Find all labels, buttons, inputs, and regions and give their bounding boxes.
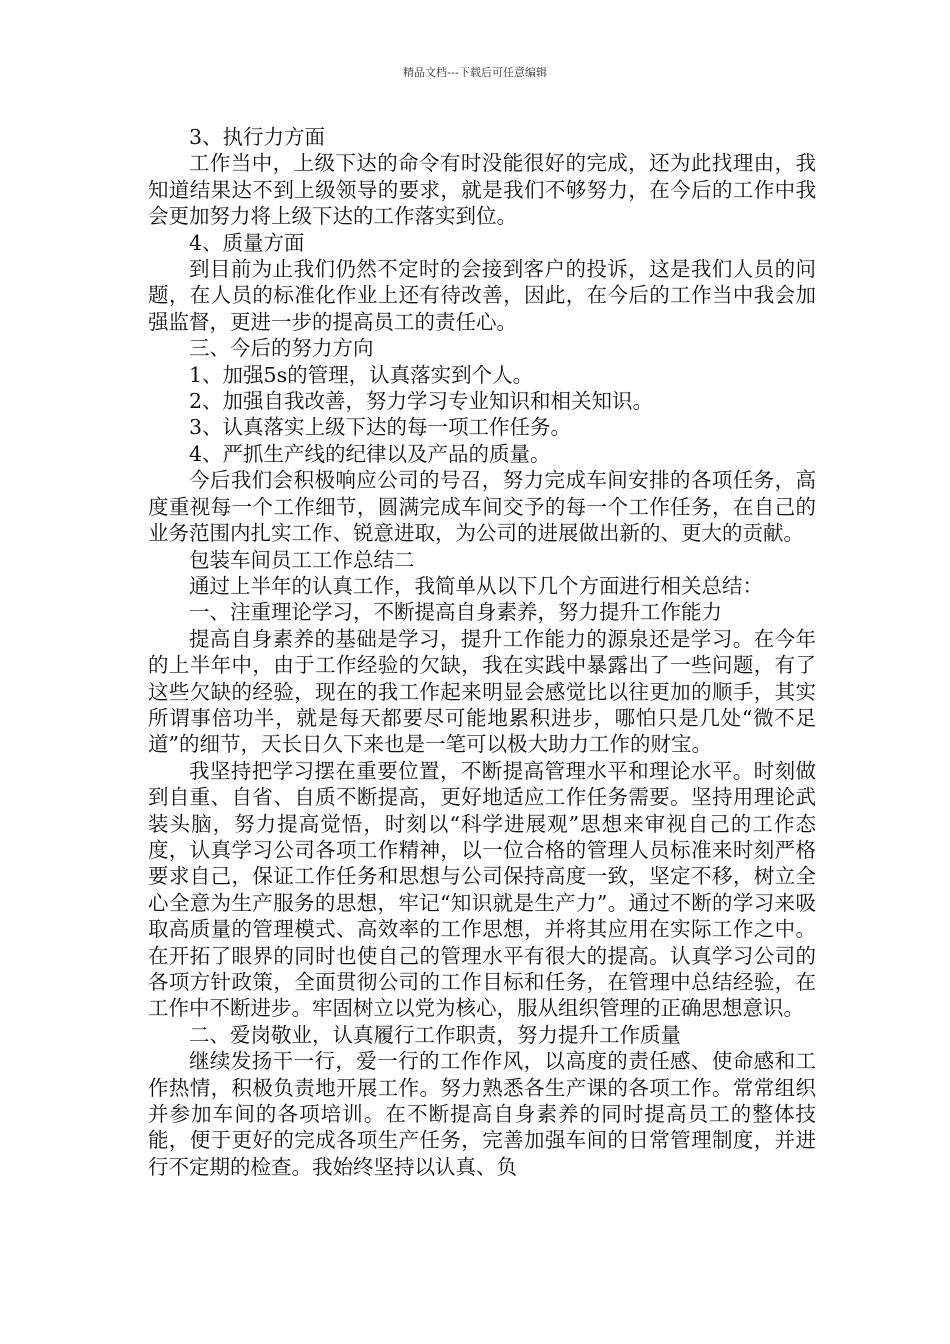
paragraph: 提高自身素养的基础是学习，提升工作能力的源泉还是学习。在今年的上半年中，由于工作经验的欠缺，我在实践中暴露出了一些问题，有了这些欠缺的经验，现在的我工作起来明显会感觉比以往更加的顺手，其实所谓事倍功半，就是每天都要尽可能地累积进步，哪怕只是几处“微不足道”的细节，天长日久下来也是一笔可以极大助力工作的财宝。: [148, 626, 816, 757]
heading-theory-study: 一、注重理论学习，不断提高自身素养，努力提升工作能力: [189, 600, 722, 625]
list-item: 4、严抓生产线的纪律以及产品的质量。: [189, 441, 551, 466]
list-item: 1、加强5s的管理，认真落实到个人。: [189, 362, 534, 387]
heading-execution: 3、执行力方面: [189, 125, 326, 149]
document-body: [148, 124, 816, 1180]
page-header: 精品文档---下载后可任意编辑: [403, 66, 547, 79]
heading-future-direction: 三、今后的努力方向: [189, 336, 374, 361]
paragraph: 通过上半年的认真工作，我简单从以下几个方面进行相关总结：: [189, 573, 763, 598]
heading-quality: 4、质量方面: [189, 230, 305, 255]
paragraph: 我坚持把学习摆在重要位置，不断提高管理水平和理论水平。时刻做到自重、自省、自质不断提高，更好地适应工作任务需要。坚持用理论武装头脑，努力提高觉悟，时刻以“科学进展观”思想来审视自己的工作态度，认真学习公司各项工作精神，以一位合格的管理人员标准来时刻严格要求自己，保证工作任务和思想与公司保持高度一致，坚定不移，树立全心全意为生产服务的思想，牢记“知识就是生产力”。通过不断的学习来吸取高质量的管理模式、高效率的工作思想，并将其应用在实际工作之中。在开拓了眼界的同时也使自己的管理水平有很大的提高。认真学习公司的各项方针政策，全面贯彻公司的工作目标和任务，在管理中总结经验，在工作中不断进步。牢固树立以党为核心，服从组织管理的正确思想意识。: [148, 758, 816, 1021]
paragraph: 继续发扬干一行，爱一行的工作作风，以高度的责任感、使命感和工作热情，积极负责地开展工作。努力熟悉各生产课的各项工作。常常组织并参加车间的各项培训。在不断提高自身素养的同时提高员工的整体技能，便于更好的完成各项生产任务，完善加强车间的日常管理制度，并进行不定期的检查。我始终坚持以认真、负: [148, 1049, 816, 1179]
list-item: 3、认真落实上级下达的每一项工作任务。: [189, 415, 572, 440]
heading-dedication: 二、爱岗敬业，认真履行工作职责，努力提升工作质量: [189, 1022, 681, 1047]
paragraph: 到目前为止我们仍然不定时的会接到客户的投诉，这是我们人员的问题，在人员的标准化作业上还有待改善，因此，在今后的工作当中我会加强监督，更进一步的提高员工的责任心。: [148, 257, 816, 334]
paragraph: 今后我们会积极响应公司的号召，努力完成车间安排的各项任务，高度重视每一个工作细节，圆满完成车间交予的每一个工作任务，在自己的业务范围内扎实工作、锐意进取，为公司的进展做出新的、更大的贡献。: [148, 468, 816, 546]
section-title: 包装车间员工工作总结二: [189, 547, 415, 572]
paragraph: 工作当中，上级下达的命令有时没能很好的完成，还为此找理由，我知道结果达不到上级领导的要求，就是我们不够努力，在今后的工作中我会更加努力将上级下达的工作落实到位。: [148, 151, 816, 229]
list-item: 2、加强自我改善，努力学习专业知识和相关知识。: [189, 389, 654, 414]
